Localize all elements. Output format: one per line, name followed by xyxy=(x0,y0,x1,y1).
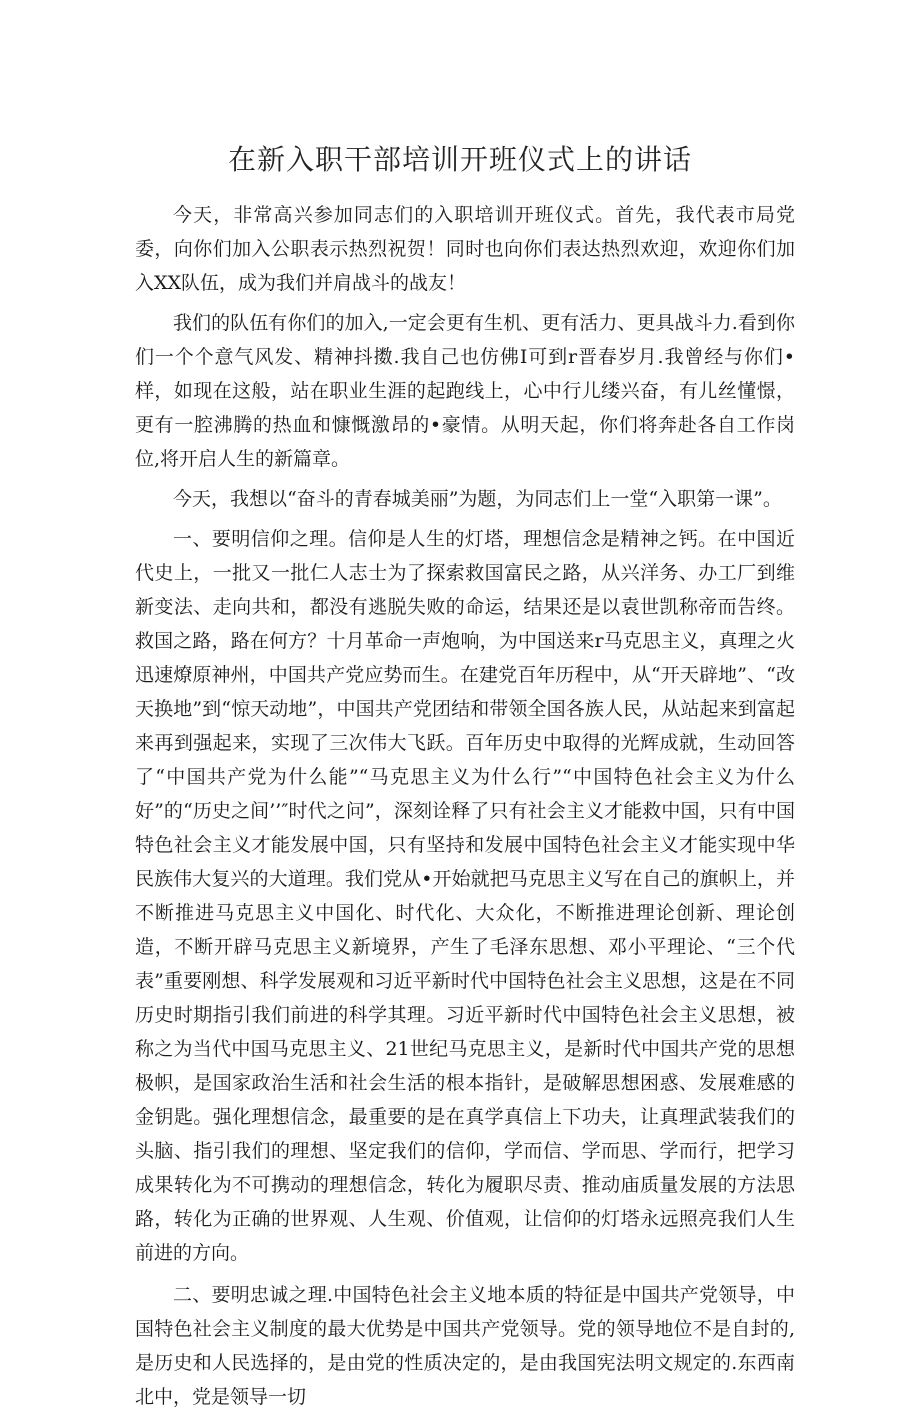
paragraph-welcome: 我们的队伍有你们的加入,一定会更有生机、更有活力、更具战斗力.看到你们一个个意气风发、精神抖擞.我自己也仿佛I可到r晋春岁月.我曾经与你们•样，如现在这般，站在职业生涯的起跑线上，心中行儿缕兴奋，有儿丝懂憬，更有一腔沸腾的热血和慷慨激昂的•豪情。从明天起，你们将奔赴各自工作岗位,将开启人生的新篇章。 xyxy=(135,312,795,470)
paragraph-greeting: 今天，非常高兴参加同志们的入职培训开班仪式。首先，我代表市局党委，向你们加入公职表示热烈祝贺！同时也向你们表达热烈欢迎，欢迎你们加入XX队伍，成为我们并肩战斗的战友！ xyxy=(135,204,795,294)
paragraph-section-one: 一、要明信仰之理。信仰是人生的灯塔，理想信念是精神之钙。在中国近代史上，一批又一批仁人志士为了探索救国富民之路，从兴洋务、办工厂到维新变法、走向共和，都没有逃脱失败的命运，结果还是以袁世凯称帝而告终。救国之路，路在何方？十月革命一声炮响，为中国送来r马克思主义，真理之火迅速燎原神州，中国共产党应势而生。在建党百年历程中，从“开天辟地”、“改天换地”到“惊天动地”，中国共产党团结和带领全国各族人民，从站起来到富起来再到强起来，实现了三次伟大飞跃。百年历史中取得的光辉成就，生动回答了“中国共产党为什么能”“马克思主义为什么行”“中国特色社会主义为什么好”的“历史之间’’″时代之问”，深刻诠释了只有社会主义才能救中国，只有中国特色社会主义才能发展中国，只有坚持和发展中国特色社会主义才能实现中华民族伟大复兴的大道理。我们党从•开始就把马克思主义写在自己的旗帜上，并不断推进马克思主义中国化、时代化、大众化，不断推进理论创新、理论创造，不断开辟马克思主义新境界，产生了毛泽东思想、邓小平理论、“三个代表”重要刚想、科学发展观和习近平新时代中国特色社会主义思想，这是在不同历史时期指引我们前进的科学其理。习近平新时代中国特色社会主义思想，被称之为当代中国马克思主义、21世纪马克思主义，是新时代中国共产党的思想极帜，是国家政治生活和社会生活的根本指针，是破解思想困惑、发展难感的金钥匙。强化理想信念，最重要的是在真学真信上下功夫，让真理武装我们的头脑、指引我们的理想、坚定我们的信仰，学而信、学而思、学而行，把学习成果转化为不可携动的理想信念，转化为履职尽责、推动庙质量发展的方法思路，转化为正确的世界观、人生观、价值观，让信仰的灯塔永远照亮我们人生前进的方向。 xyxy=(135,528,795,1264)
paragraph-section-two: 二、要明忠诚之理.中国特色社会主义地本质的特征是中国共产党领导，中国特色社会主义制度的最大优势是中国共产党领导。党的领导地位不是自封的,是历史和人民选择的，是由党的性质决定的，是由我国宪法明文规定的.东西南北中，党是领导一切 xyxy=(135,1284,795,1408)
document-title: 在新入职干部培训开班仪式上的讲话 xyxy=(227,143,692,176)
document-body xyxy=(135,198,795,1414)
paragraph-topic: 今天，我想以“奋斗的青春城美丽”为题，为同志们上一堂“入职第一课”。 xyxy=(173,488,782,510)
